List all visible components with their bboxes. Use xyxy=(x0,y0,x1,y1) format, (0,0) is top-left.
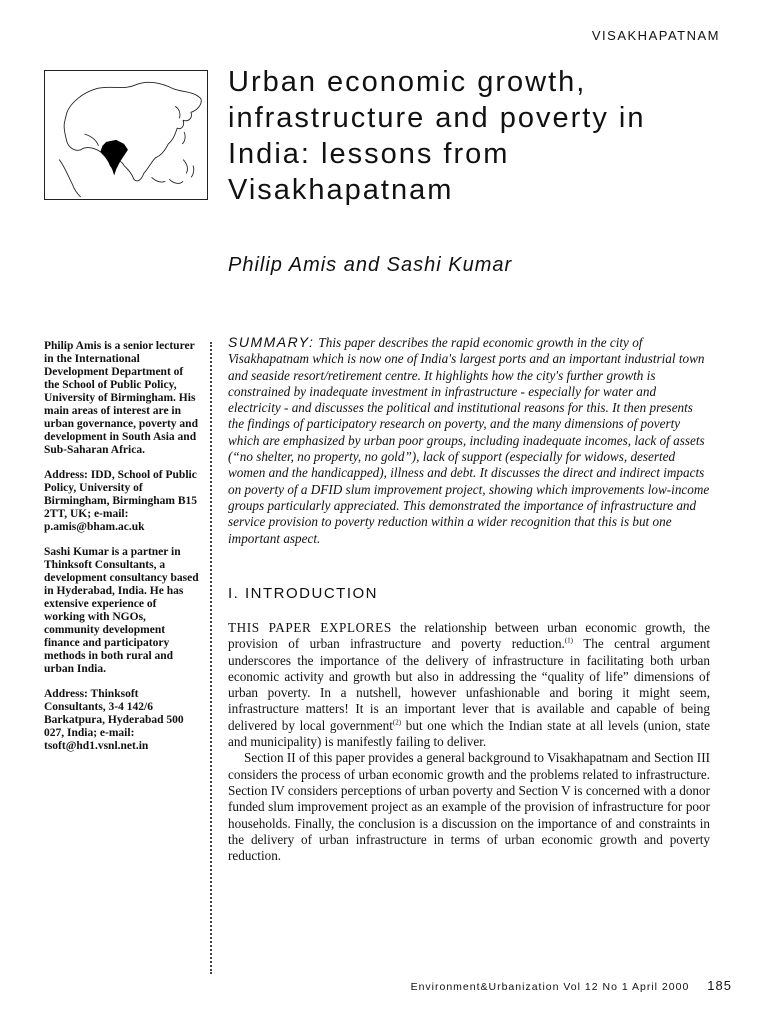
summary-text: This paper describes the rapid economic growth in the city of Visakhapatnam which is now one of India's largest ports and an important industrial town and seaside resort/retirement centre. It highlights how the city's further growth is constrained by inadequate investment in infrastructure - especially for water and electricity - and discusses the political and institutional reasons for this. It then presents the findings of participatory research on poverty, and the many dimensions of poverty which are emphasized by urban poor groups, including inadequate incomes, lack of assets (“no shelter, no property, no gold”), lack of support (especially for widows, deserted women and the handicapped), illness and debt. It discusses the direct and indirect impacts on poverty of a DFID slum improvement project, showing which improvements low-income groups particularly appreciated. This demonstrated the importance of infrastructure and service provision to poverty reduction within a wider recognition that this is but one important aspect. xyxy=(228,335,710,546)
author-address-amis: Address: IDD, School of Public Policy, University of Birmingham, Birmingham B15 2TT, UK; e-mail: p.amis@bham.ac.uk xyxy=(44,469,198,533)
author-address-kumar: Address: Thinksoft Consultants, 3-4 142/6 Barkatpura, Hyderabad 500 027, India; e-mail: tsoft@hd1.vsnl.net.in xyxy=(44,688,184,752)
footnote-ref-1: (1) xyxy=(564,636,574,645)
india-highlight xyxy=(100,140,128,175)
author-sidebar xyxy=(44,340,200,765)
column-divider xyxy=(210,342,212,974)
article-title: Urban economic growth, infrastructure and poverty in India: lessons from Visakhapatnam xyxy=(228,66,646,206)
intro-p1-text-b: The central argument underscores the importance of the delivery of infrastructure in facilitating both urban economic activity and growth but also in addressing the “quality of life” dimensions of urban poverty. In a nutshell, however unfashionable and boring it might seem, infrastructure matters! It is an important lever that is available and capable of being delivered by local government xyxy=(228,636,710,733)
author-bio-kumar: Sashi Kumar is a partner in Thinksoft Consultants, a development consultancy based in Hyderabad, India. He has extensive experience of working with NGOs, community development finance and participatory methods in both rural and urban India. xyxy=(44,546,199,675)
intro-paragraph-2: Section II of this paper provides a general background to Visakhapatnam and Section III considers the process of urban economic growth and the problems related to infrastructure. Section IV considers perceptions of urban poverty and Section V is concerned with a donor funded slum improvement project as an example of the provision of infrastructure for poor households. Finally, the conclusion is a discussion on the importance of and constraints in the delivery of urban infrastructure in terms of urban economic growth and poverty reduction. xyxy=(228,750,710,864)
section-heading-introduction: I. INTRODUCTION xyxy=(228,585,378,602)
footnote-ref-2: (2) xyxy=(392,718,402,727)
journal-citation: Environment&Urbanization Vol 12 No 1 April 2000 xyxy=(410,981,690,993)
summary-label: SUMMARY: xyxy=(228,334,315,350)
summary-paragraph xyxy=(228,334,712,547)
article-authors: Philip Amis and Sashi Kumar xyxy=(228,254,513,276)
author-bio-amis: Philip Amis is a senior lecturer in the International Development Department of the School of Public Policy, University of Birmingham. His main areas of interest are in urban governance, poverty and development in South Asia and Sub-Saharan Africa. xyxy=(44,340,198,456)
intro-p1-text-c: but one which the Indian state at all levels (union, state and municipality) is manifestly failing to deliver. xyxy=(228,717,710,750)
intro-lead-caps: THIS PAPER EXPLORES xyxy=(228,620,392,635)
intro-p1-text-a: the relationship between urban economic growth, the provision of urban infrastructure and poverty reduction. xyxy=(228,620,710,652)
asia-map-india-highlighted-icon xyxy=(45,71,207,199)
intro-paragraph-1 xyxy=(228,620,710,750)
page-number: 185 xyxy=(707,978,732,993)
introduction-body xyxy=(228,620,710,864)
page-footer xyxy=(411,978,732,993)
running-head: VISAKHAPATNAM xyxy=(591,28,720,43)
map-figure xyxy=(44,70,208,200)
